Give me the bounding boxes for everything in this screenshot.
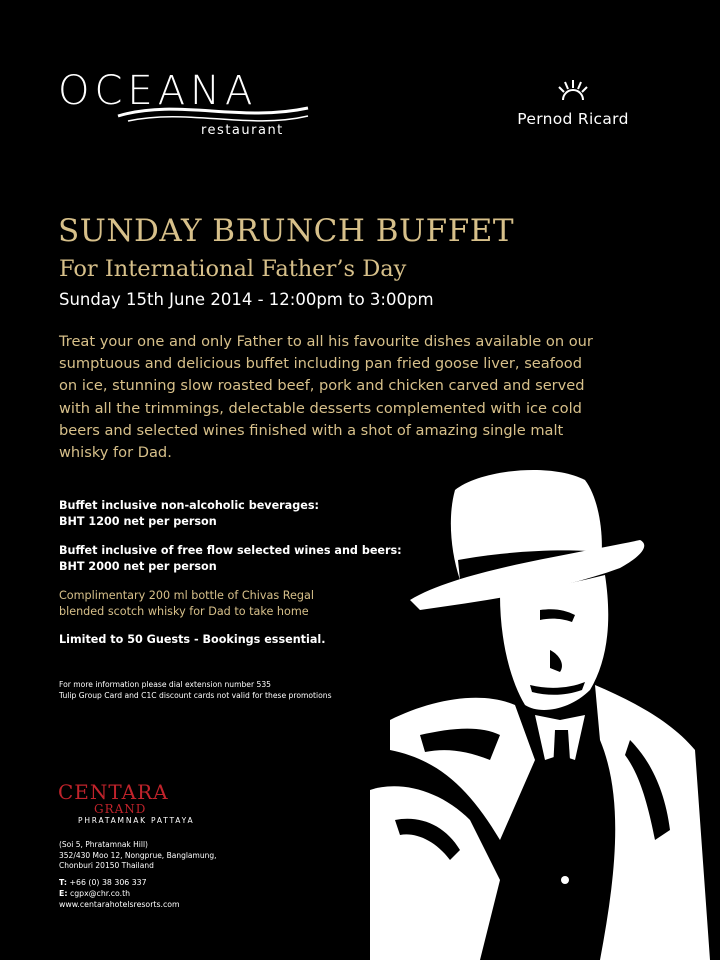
intro-line: on ice, stunning slow roasted beef, pork and chicken carved and served — [59, 377, 585, 395]
pricing-non-alcoholic — [59, 498, 319, 530]
hotel-contact — [59, 877, 180, 911]
complimentary-line2: blended scotch whisky for Dad to take home — [59, 605, 309, 618]
centara-logo — [58, 780, 194, 825]
intro-line: whisky for Dad. — [59, 444, 172, 462]
pernod-ricard-name: Pernod Ricard — [517, 110, 629, 128]
email-label: E: — [59, 889, 68, 899]
complimentary-note — [59, 588, 314, 620]
intro-line: beers and selected wines finished with a shot of amazing single malt — [59, 421, 564, 439]
intro-paragraph — [59, 331, 659, 464]
event-subtitle: For International Father’s Day — [59, 256, 407, 282]
fine-print-line: Tulip Group Card and C1C discount cards not valid for these promotions — [59, 691, 332, 700]
oceana-subtitle: restaurant — [201, 123, 284, 138]
address-line: (Soi 5, Phratamnak Hill) — [59, 840, 148, 849]
phone-number: +66 (0) 38 306 337 — [69, 878, 147, 887]
oceana-wordmark: OCEANA — [58, 68, 258, 114]
fine-print — [59, 679, 332, 701]
centara-location: PHRATAMNAK PATTAYA — [78, 816, 195, 825]
pernod-ricard-logo — [508, 78, 638, 128]
man-in-fedora-illustration-icon — [350, 460, 720, 960]
intro-line: Treat your one and only Father to all his favourite dishes available on our — [59, 333, 593, 350]
address-line: 352/430 Moo 12, Nongprue, Banglamung, — [59, 850, 217, 860]
intro-line: with all the trimmings, delectable desserts complemented with ice cold — [59, 399, 582, 417]
complimentary-text: Complimentary 200 ml bottle of — [59, 589, 242, 602]
website-link[interactable]: www.centarahotelsresorts.com — [59, 900, 180, 910]
phone-label: T: — [59, 878, 68, 887]
event-title: SUNDAY BRUNCH BUFFET — [58, 213, 515, 249]
pricing-label: Buffet inclusive non-alcoholic beverages: — [59, 499, 319, 512]
email-address: cgpx@chr.co.th — [69, 889, 131, 899]
address-line: Chonburi 20150 Thailand — [59, 861, 154, 871]
hotel-address — [59, 840, 216, 872]
centara-grand: GRAND — [94, 802, 147, 816]
centara-brand: CENTARA — [58, 780, 169, 804]
intro-line: sumptuous and delicious buffet including pan fried goose liver, seafood — [59, 355, 582, 373]
pricing-value: BHT 1200 net per person — [59, 515, 217, 528]
chivas-regal-text: Chivas Regal — [241, 589, 314, 602]
pricing-label: Buffet inclusive of free flow selected wines and beers: — [59, 544, 402, 557]
event-datetime: Sunday 15th June 2014 - 12:00pm to 3:00pm — [59, 290, 434, 309]
pernod-sun-icon — [555, 78, 591, 104]
oceana-logo — [58, 68, 318, 140]
fine-print-line: For more information please dial extension number 535 — [59, 680, 271, 689]
pricing-value: BHT 2000 net per person — [59, 560, 217, 573]
limited-guests-note: Limited to 50 Guests - Bookings essential. — [59, 633, 326, 646]
